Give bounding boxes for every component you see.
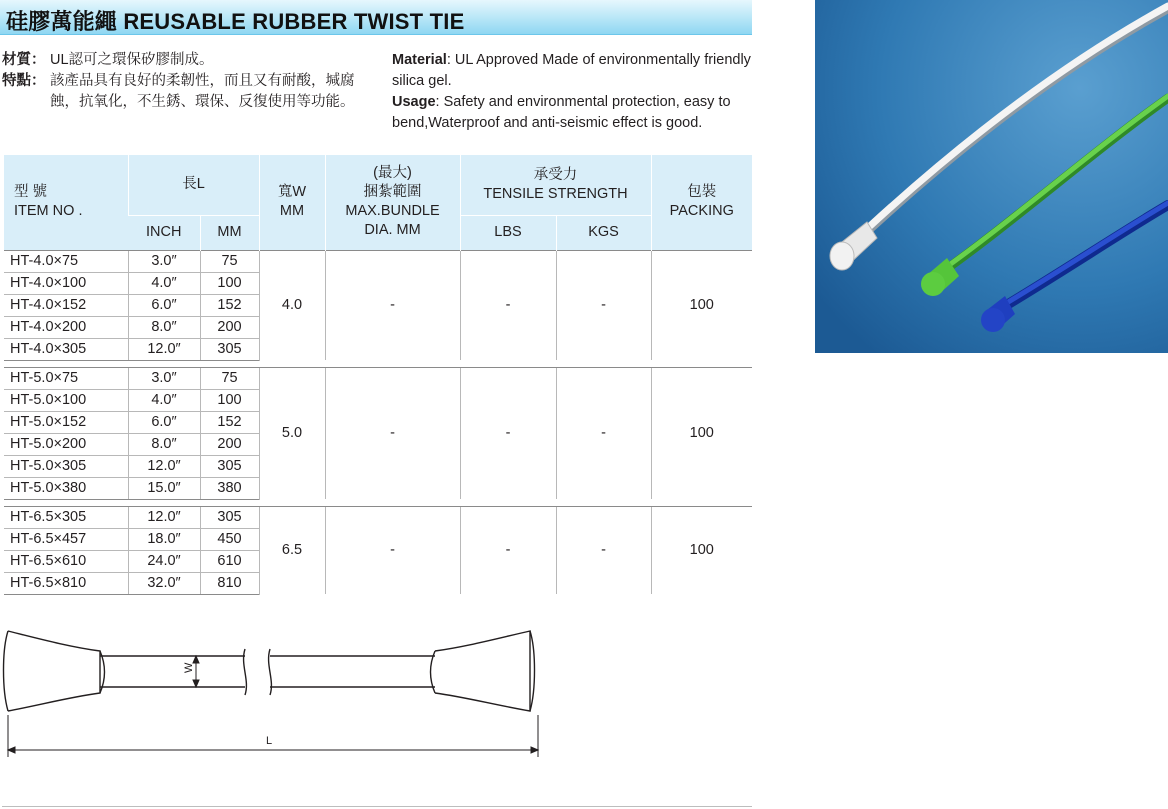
- header-bundle-4: DIA. MM: [364, 222, 421, 239]
- tensile-kgs: -: [556, 506, 651, 594]
- twist-tie-outline: [4, 631, 535, 711]
- length-mm: 305: [200, 506, 259, 528]
- material-cn-text: UL認可之環保矽膠制成。: [50, 52, 214, 68]
- length-inch: 12.0″: [128, 506, 200, 528]
- length-mm: 305: [200, 338, 259, 360]
- length-mm: 100: [200, 389, 259, 411]
- length-mm: 200: [200, 316, 259, 338]
- length-mm: 152: [200, 294, 259, 316]
- description-cn: [2, 50, 382, 113]
- length-inch: 4.0″: [128, 272, 200, 294]
- item-no: HT-4.0×75: [4, 250, 128, 272]
- feature-cn-label: 特點：: [2, 73, 46, 89]
- length-inch: 3.0″: [128, 250, 200, 272]
- item-no: HT-5.0×100: [4, 389, 128, 411]
- header-tensile-en: TENSILE STRENGTH: [483, 185, 628, 202]
- item-no: HT-4.0×152: [4, 294, 128, 316]
- header-packing-cn: 包裝: [687, 184, 717, 201]
- table-header: [4, 155, 752, 250]
- header-width-unit: MM: [279, 203, 305, 220]
- header-length: 長L: [128, 155, 259, 215]
- material-en-text: : UL Approved Made of environmentally friendly silica gel.: [392, 52, 751, 89]
- group-spacer: [4, 499, 752, 506]
- item-no: HT-5.0×380: [4, 477, 128, 499]
- length-dimension: [8, 715, 538, 757]
- title-bar: [0, 0, 752, 35]
- bundle-dia: -: [325, 250, 460, 360]
- feature-cn-text: 該產品具有良好的柔韌性，而且又有耐酸，堿腐蝕，抗氧化，不生銹、環保、反復使用等功能。: [50, 73, 355, 110]
- header-item-en: ITEM NO .: [14, 203, 83, 220]
- length-inch: 3.0″: [128, 367, 200, 389]
- packing: 100: [651, 250, 752, 360]
- item-no: HT-4.0×200: [4, 316, 128, 338]
- header-bundle-3: MAX.BUNDLE: [345, 203, 440, 220]
- tensile-kgs: -: [556, 367, 651, 499]
- dimension-diagram: [0, 625, 560, 765]
- material-cn: [2, 50, 382, 71]
- item-no: HT-5.0×200: [4, 433, 128, 455]
- header-bundle: [325, 155, 460, 250]
- item-no: HT-6.5×457: [4, 528, 128, 550]
- material-en: [392, 50, 754, 92]
- header-tensile-cn: 承受力: [533, 166, 578, 183]
- bundle-dia: -: [325, 506, 460, 594]
- length-inch: 18.0″: [128, 528, 200, 550]
- item-no: HT-4.0×305: [4, 338, 128, 360]
- width-mm: 5.0: [259, 367, 325, 499]
- item-no: HT-5.0×305: [4, 455, 128, 477]
- table-body: [4, 250, 752, 594]
- feature-cn: [2, 71, 382, 113]
- length-mm: 450: [200, 528, 259, 550]
- length-inch: 12.0″: [128, 455, 200, 477]
- length-mm: 380: [200, 477, 259, 499]
- tensile-lbs: -: [460, 250, 556, 360]
- material-cn-label: 材質：: [2, 52, 46, 68]
- header-packing: [651, 155, 752, 250]
- spec-table: [4, 155, 752, 595]
- packing: 100: [651, 367, 752, 499]
- width-mm: 6.5: [259, 506, 325, 594]
- header-item-no: [4, 155, 128, 250]
- table-row: [4, 250, 752, 272]
- photo-background: [815, 0, 1168, 353]
- header-item-cn: 型 號: [14, 184, 48, 201]
- material-en-label: Material: [392, 52, 447, 68]
- length-inch: 6.0″: [128, 411, 200, 433]
- usage-en-label: Usage: [392, 94, 436, 110]
- length-mm: 200: [200, 433, 259, 455]
- usage-en: [392, 92, 758, 134]
- bundle-dia: -: [325, 367, 460, 499]
- group-spacer: [4, 360, 752, 367]
- left-cap-body: [8, 631, 100, 711]
- length-inch: 15.0″: [128, 477, 200, 499]
- header-width: [259, 155, 325, 250]
- header-bundle-1: (最大): [373, 165, 412, 182]
- title-en: REUSABLE RUBBER TWIST TIE: [123, 9, 465, 34]
- tensile-kgs: -: [556, 250, 651, 360]
- length-mm: 75: [200, 367, 259, 389]
- table-row: [4, 506, 752, 528]
- product-photo: [815, 0, 1168, 353]
- length-mm: 100: [200, 272, 259, 294]
- header-bundle-2: 捆紮範圍: [363, 184, 422, 201]
- length-mm: 810: [200, 572, 259, 594]
- header-width-cn: 寬W: [277, 184, 307, 201]
- item-no: HT-5.0×152: [4, 411, 128, 433]
- right-cap-body: [435, 631, 530, 711]
- description-en: [392, 50, 772, 134]
- packing: 100: [651, 506, 752, 594]
- tensile-lbs: -: [460, 367, 556, 499]
- length-label: L: [266, 735, 273, 747]
- length-inch: 8.0″: [128, 316, 200, 338]
- length-inch: 8.0″: [128, 433, 200, 455]
- length-mm: 152: [200, 411, 259, 433]
- usage-en-text: : Safety and environmental protection, easy to bend,Waterproof and anti-seismic effect is good.: [392, 94, 731, 131]
- length-inch: 32.0″: [128, 572, 200, 594]
- width-mm: 4.0: [259, 250, 325, 360]
- header-lbs: LBS: [460, 215, 556, 250]
- item-no: HT-4.0×100: [4, 272, 128, 294]
- header-packing-en: PACKING: [669, 203, 734, 220]
- table-row: [4, 367, 752, 389]
- length-inch: 4.0″: [128, 389, 200, 411]
- length-inch: 6.0″: [128, 294, 200, 316]
- item-no: HT-5.0×75: [4, 367, 128, 389]
- width-label: W: [183, 662, 195, 673]
- header-tensile: [460, 155, 651, 215]
- tensile-lbs: -: [460, 506, 556, 594]
- footer-rule: [2, 806, 752, 807]
- item-no: HT-6.5×610: [4, 550, 128, 572]
- item-no: HT-6.5×810: [4, 572, 128, 594]
- item-no: HT-6.5×305: [4, 506, 128, 528]
- length-mm: 610: [200, 550, 259, 572]
- length-mm: 75: [200, 250, 259, 272]
- header-kgs: KGS: [556, 215, 651, 250]
- page-title: [6, 5, 464, 36]
- length-inch: 12.0″: [128, 338, 200, 360]
- header-inch: INCH: [128, 215, 200, 250]
- length-mm: 305: [200, 455, 259, 477]
- header-mm: MM: [200, 215, 259, 250]
- title-cn: 硅膠萬能繩: [6, 9, 118, 34]
- length-inch: 24.0″: [128, 550, 200, 572]
- left-cap-tip: [4, 631, 9, 711]
